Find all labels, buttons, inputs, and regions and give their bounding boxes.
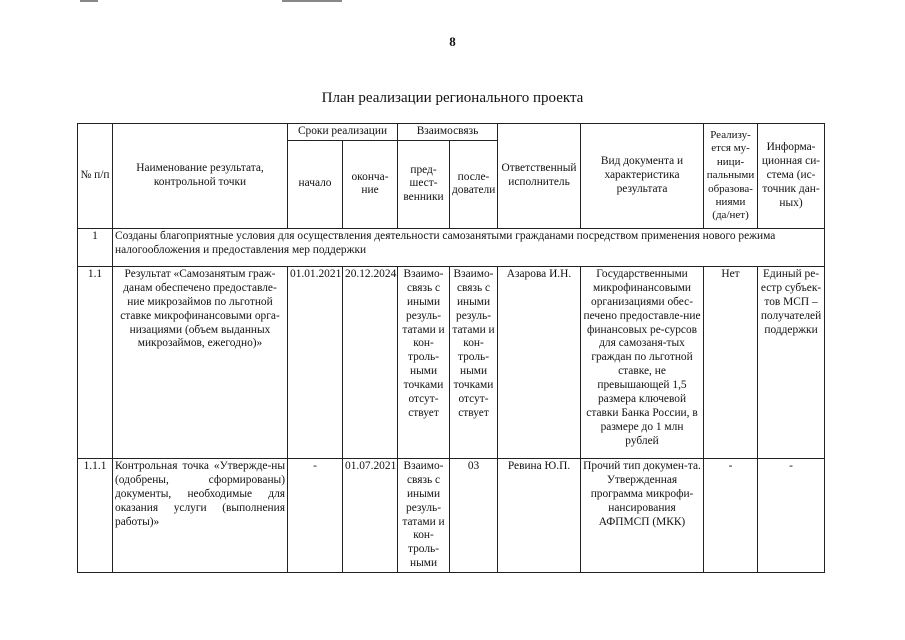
row-name: Контрольная точка «Утвержде-ны (одобрены, сформированы) документы, необходимые для оказания услуги (выполнения работы)» — [113, 458, 288, 572]
row-num: 1 — [78, 228, 113, 266]
row-name: Результат «Самозанятым граж-данам обеспечено предоставле-ние микрозаймов по льготной ставке микрофинансовыми орга-низациями (объем выданных микрозаймов, ежегодно)» — [113, 266, 288, 458]
table-row — [78, 228, 825, 266]
row-successors: 03 — [450, 458, 498, 572]
scan-edge-mark — [282, 0, 342, 2]
row-info-system: Единый ре-естр субъек-тов МСП – получателей поддержки — [758, 266, 825, 458]
row-responsible: Ревина Ю.П. — [498, 458, 581, 572]
row-start: 01.01.2021 — [288, 266, 343, 458]
row-doc-type: Государственными микрофинансовыми организациями обес-печено предоставле-ние финансовых ре-сурсов для самозаня-тых граждан по льготной ставке, не превышающей 1,5 размера ключевой ставки Банка России, в размере до 1 млн рублей — [581, 266, 704, 458]
row-end: 01.07.2021 — [343, 458, 398, 572]
row-num: 1.1 — [78, 266, 113, 458]
row-doc-type: Прочий тип докумен-та. Утвержденная программа микрофи-нансирования АФПМСП (МКК) — [581, 458, 704, 572]
col-header-num: № п/п — [78, 124, 113, 229]
row-municipal: Нет — [704, 266, 758, 458]
col-header-end: оконча-ние — [343, 140, 398, 228]
row-municipal: - — [704, 458, 758, 572]
col-header-municipal: Реализу-ется му-ници-пальными образова-ниями (да/нет) — [704, 124, 758, 229]
scan-edge-mark — [80, 0, 98, 2]
page-number: 8 — [449, 34, 456, 49]
row-successors: Взаимо-связь с иными резуль-татами и кон-троль-ными точками отсут-ствует — [450, 266, 498, 458]
row-responsible: Азарова И.Н. — [498, 266, 581, 458]
col-header-relation: Взаимосвязь — [398, 124, 498, 141]
section-text: Созданы благоприятные условия для осуществления деятельности самозанятыми гражданами посредством применения нового режима налогообложения и предоставления мер поддержки — [113, 228, 825, 266]
col-header-info-system: Информа-ционная си-стема (ис-точник дан-ных) — [758, 124, 825, 229]
header-row — [78, 124, 825, 141]
table-row — [78, 266, 825, 458]
col-header-name: Наименование результата, контрольной точки — [113, 124, 288, 229]
col-header-doc-type: Вид документа и характеристика результата — [581, 124, 704, 229]
col-header-terms: Сроки реализации — [288, 124, 398, 141]
row-predecessors: Взаимо-связь с иными резуль-татами и кон-троль-ными точками отсут-ствует — [398, 266, 450, 458]
row-start: - — [288, 458, 343, 572]
row-end: 20.12.2024 — [343, 266, 398, 458]
project-plan-table — [77, 123, 825, 573]
document-title: План реализации регионального проекта — [321, 90, 584, 106]
table-row — [78, 458, 825, 572]
row-info-system: - — [758, 458, 825, 572]
col-header-predecessors: пред-шест-венники — [398, 140, 450, 228]
row-predecessors: Взаимо-связь с иными резуль-татами и кон-троль-ными — [398, 458, 450, 572]
col-header-start: начало — [288, 140, 343, 228]
row-num: 1.1.1 — [78, 458, 113, 572]
col-header-responsible: Ответственный исполнитель — [498, 124, 581, 229]
col-header-successors: после-дователи — [450, 140, 498, 228]
